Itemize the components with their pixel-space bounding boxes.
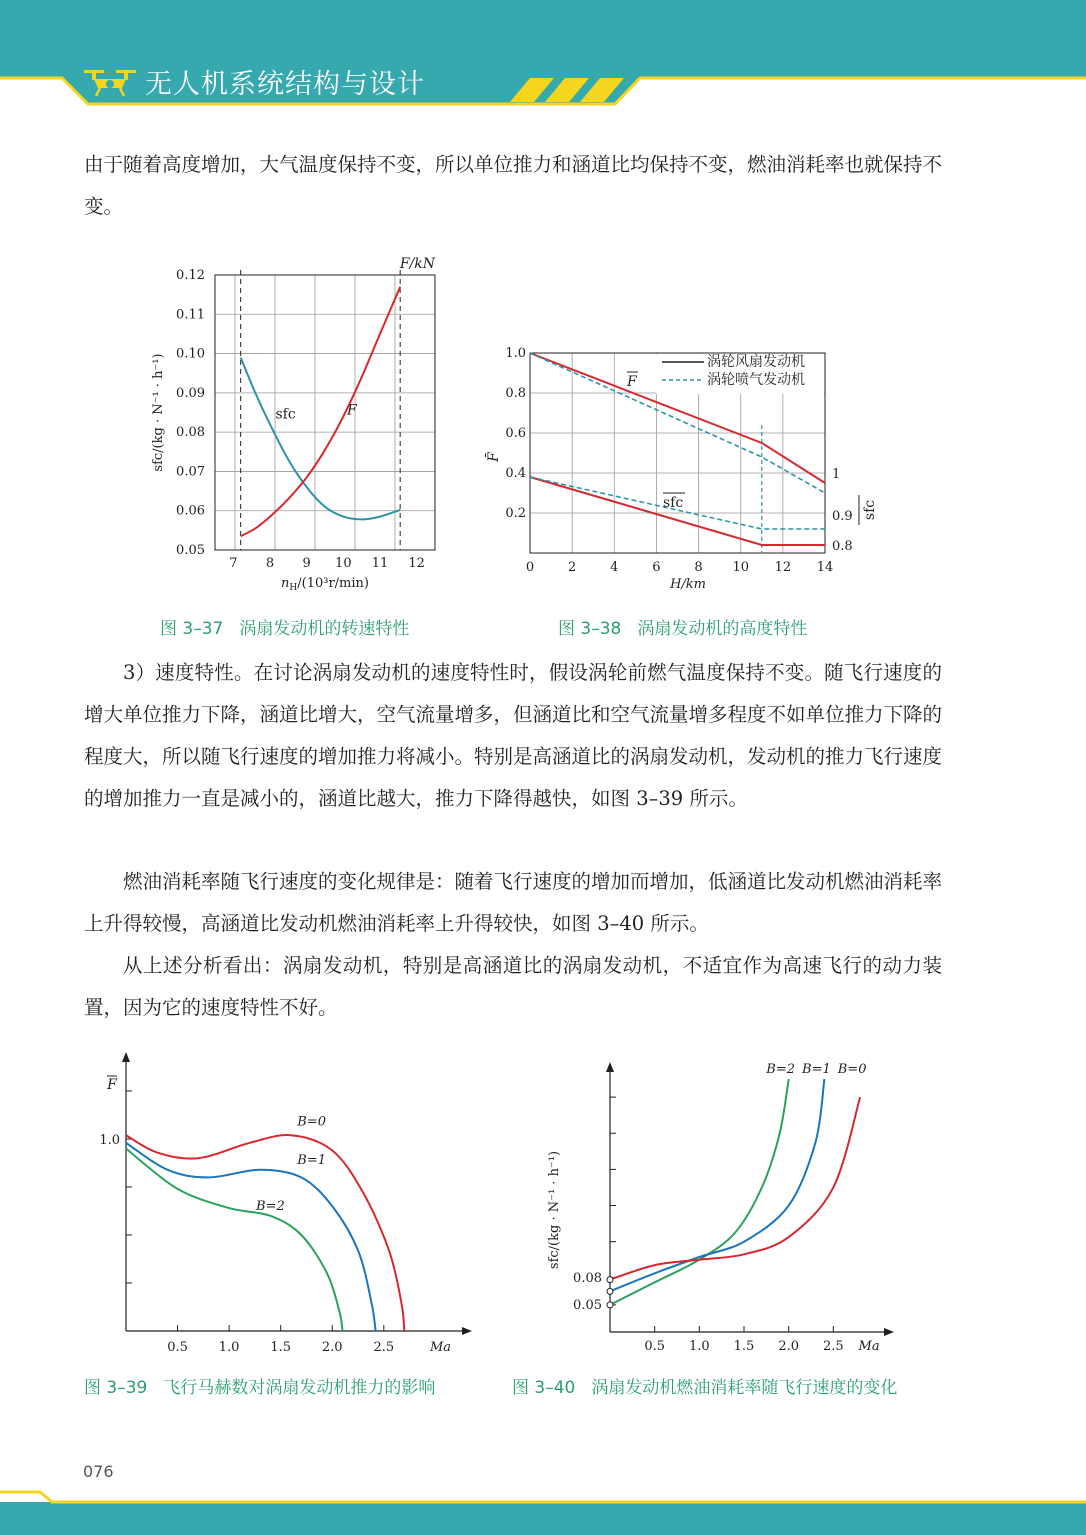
x-tick-label: 8 — [694, 560, 703, 575]
figure-3-37-chart — [140, 250, 460, 600]
caption-text: 涡扇发动机的高度特性 — [637, 619, 808, 639]
series-line-sfc-turbofan — [530, 477, 825, 545]
y-tick-label: 0.11 — [176, 307, 205, 323]
y-axis-arrow — [122, 1052, 130, 1062]
y-tick-label: 0.2 — [505, 506, 526, 521]
x-axis-arrow — [462, 1327, 472, 1335]
series-line-B=1 — [610, 1079, 824, 1291]
x-axis-label: Ma — [858, 1339, 880, 1354]
label-sfc-bar: sfc — [663, 495, 684, 511]
legend-label: 涡轮风扇发动机 — [707, 354, 805, 370]
y-axis-arrow — [606, 1062, 614, 1072]
label-F-bar: F — [627, 374, 637, 390]
y-axis-label: F̄ — [486, 452, 502, 462]
y-tick-label: 1.0 — [505, 346, 526, 361]
x-tick-label: 0 — [525, 560, 535, 575]
x-tick-label: 1.0 — [218, 1340, 240, 1355]
x-tick-label: 1.5 — [733, 1339, 755, 1354]
series-line-sfc — [241, 358, 401, 520]
y-tick-label: 0.08 — [573, 1270, 602, 1286]
x-tick-label: 14 — [816, 560, 834, 575]
figure-3-38-chart — [470, 340, 890, 600]
y-axis-label: sfc/(kg · N⁻¹ · h⁻¹) — [547, 1150, 562, 1270]
book-title: 无人机系统结构与设计 — [145, 69, 425, 100]
y-tick-label: 0.06 — [176, 503, 205, 519]
y-tick-label: 0.05 — [176, 543, 205, 558]
x-tick-label: 12 — [408, 556, 425, 571]
y-tick-label: 1.0 — [99, 1133, 120, 1148]
y-tick-label: 0.09 — [176, 385, 205, 401]
legend-label: 涡轮喷气发动机 — [707, 372, 805, 388]
right-tick-label: 0.8 — [832, 539, 853, 554]
x-axis-label: $n_H/(10^3r/\min)$ — [281, 576, 369, 593]
series-start-marker — [607, 1288, 613, 1294]
y-tick-label: 0.10 — [176, 346, 205, 362]
y-tick-label: 0.07 — [176, 464, 205, 480]
right-axis-label: sfc — [862, 499, 878, 521]
x-tick-label: 2.5 — [373, 1340, 395, 1355]
x-axis-label: Ma — [430, 1340, 452, 1355]
paragraph-4: 从上述分析看出：涡扇发动机，特别是高涵道比的涡扇发动机，不适宜作为高速飞行的动力装置，因为它的速度特性不好。 — [84, 954, 942, 1019]
x-tick-label: 9 — [302, 556, 311, 571]
caption-text: 飞行马赫数对涡扇发动机推力的影响 — [163, 1378, 436, 1398]
x-tick-label: 2.0 — [778, 1339, 800, 1354]
series-line-B=2 — [126, 1149, 343, 1331]
y-axis-label: sfc/(kg · N⁻¹ · h⁻¹) — [151, 353, 166, 472]
figure-3-39-chart — [90, 1045, 480, 1365]
series-label-B=1: B=1 — [802, 1062, 831, 1077]
x-tick-label: 12 — [774, 560, 792, 575]
x-tick-label: 2.5 — [822, 1339, 844, 1354]
caption-fig-3-40 — [512, 1373, 897, 1398]
series-start-marker — [607, 1277, 613, 1283]
series-label-B=2: B=2 — [256, 1199, 285, 1215]
y-tick-label: 0.05 — [573, 1297, 602, 1313]
x-axis-label: H/km — [670, 577, 706, 592]
x-tick-label: 11 — [371, 556, 389, 571]
paragraph-1: 由于随着高度增加，大气温度保持不变，所以单位推力和涵道比均保持不变，燃油消耗率也就保持不变。 — [84, 153, 943, 218]
series-label-F: F — [347, 402, 357, 419]
x-tick-label: 4 — [610, 560, 619, 575]
x-tick-label: 10 — [335, 556, 352, 571]
caption-text: 涡扇发动机燃油消耗率随飞行速度的变化 — [591, 1378, 898, 1398]
caption-number: 图 3–40 — [512, 1378, 576, 1398]
y-tick-label: 0.4 — [505, 466, 526, 481]
y-tick-label: 0.12 — [176, 268, 205, 283]
series-label-B=0: B=0 — [297, 1114, 326, 1130]
x-tick-label: 1.5 — [270, 1340, 292, 1355]
caption-number: 图 3–39 — [84, 1378, 148, 1398]
series-line-B=0 — [610, 1097, 860, 1280]
caption-text: 涡扇发动机的转速特性 — [239, 619, 410, 639]
footer-band — [0, 1488, 1086, 1535]
x-tick-label: 10 — [732, 560, 749, 575]
x-tick-label: 1.0 — [688, 1339, 710, 1354]
x-tick-label: 7 — [229, 556, 238, 571]
x-tick-label: 2.0 — [321, 1340, 343, 1355]
caption-fig-3-38 — [558, 614, 807, 639]
y-axis-label: F — [107, 1077, 117, 1093]
series-label-B=1: B=1 — [297, 1152, 326, 1168]
page-number: 076 — [83, 1462, 114, 1481]
caption-number: 图 3–38 — [558, 619, 622, 639]
series-line-B=0 — [126, 1135, 404, 1331]
figure-3-40-chart — [540, 1050, 900, 1360]
right-axis-label: F/kN — [399, 256, 435, 272]
drone-icon — [82, 64, 138, 100]
x-tick-label: 0.5 — [167, 1340, 188, 1355]
x-tick-label: 2 — [568, 560, 577, 575]
x-tick-label: 0.5 — [644, 1339, 666, 1354]
series-label-sfc: sfc — [275, 406, 296, 423]
paragraph-3: 燃油消耗率随飞行速度的变化规律是：随着飞行速度的增加而增加，低涵道比发动机燃油消耗率上升得较慢，高涵道比发动机燃油消耗率上升得较快，如图 3–40 所示。 — [84, 870, 943, 935]
series-label-B=2: B=2 — [766, 1062, 796, 1077]
x-tick-label: 8 — [265, 556, 275, 571]
header-band — [0, 0, 1086, 120]
x-tick-label: 6 — [652, 560, 661, 575]
y-tick-label: 0.8 — [505, 386, 526, 401]
caption-number: 图 3–37 — [160, 619, 224, 639]
right-tick-label: 1 — [832, 467, 841, 482]
series-label-B=0: B=0 — [837, 1062, 867, 1077]
caption-fig-3-39 — [84, 1373, 435, 1398]
y-tick-label: 0.08 — [176, 425, 205, 441]
series-start-marker — [607, 1302, 613, 1308]
right-tick-label: 0.9 — [832, 509, 853, 524]
caption-fig-3-37 — [160, 614, 409, 639]
x-axis-arrow — [884, 1328, 894, 1336]
y-tick-label: 0.6 — [505, 426, 526, 441]
paragraph-2: 3）速度特性。在讨论涡扇发动机的速度特性时，假设涡轮前燃气温度保持不变。随飞行速度的增大单位推力下降，涵道比增大，空气流量增多，但涵道比和空气流量增多程度不如单位推力下降的程度大，所以随飞行速度的增加推力将减小。特别是高涵道比的涡扇发动机，发动机的推力飞行速度的增加推力一直是减小的，涵道比越大，推力下降得越快，如图 3–39 所示。 — [84, 661, 943, 810]
plot-frame — [215, 275, 435, 550]
